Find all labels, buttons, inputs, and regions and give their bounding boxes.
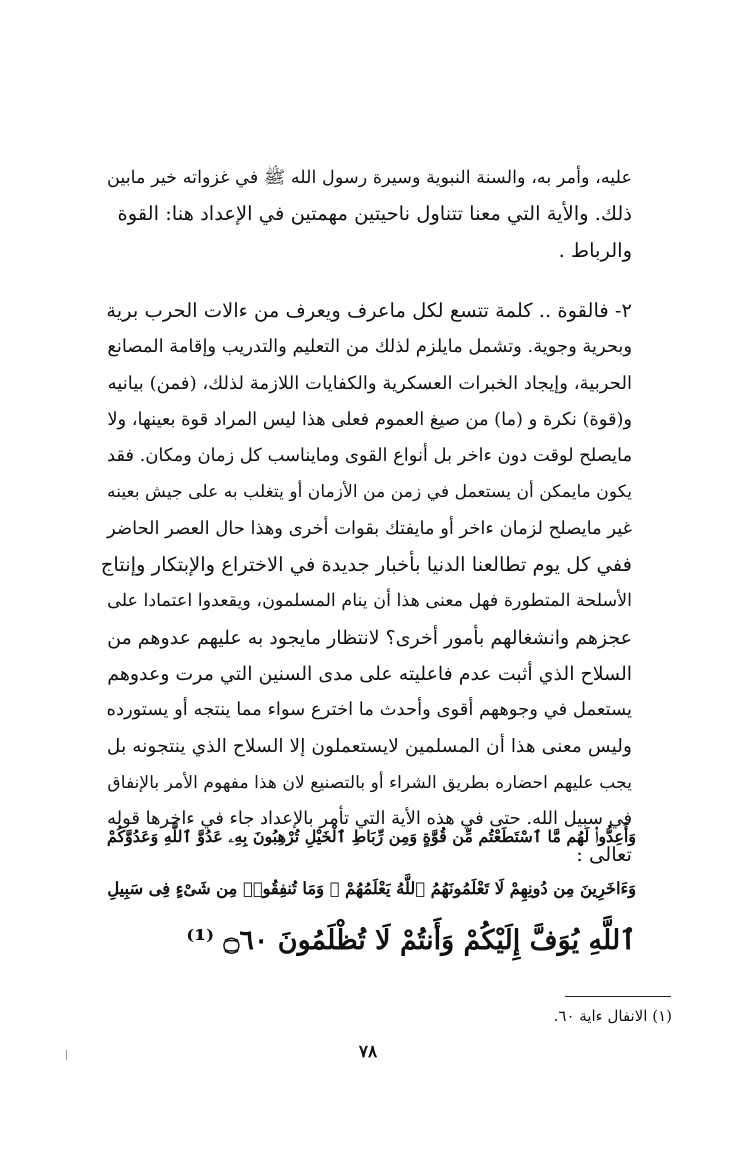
quran-verse [96,811,636,967]
text-line: السلاح الذي أثبت عدم فاعليته على مدى السنين التي مرت وعدوهم [107,662,632,685]
margin-mark [66,1050,67,1060]
footnote: (١) الانفال ءاية ٦٠. [553,1007,672,1025]
text-line: ذلك. والأية التي معنا تتناول ناحيتين مهمتين في الإعداد هنا: القوة [117,202,632,226]
text-line: ففي كل يوم تطالعنا الدنيا بأخبار جديدة في الاختراع والإبتكار وإنتاج [100,553,632,577]
text-line: عجزهم وانشغالهم بأمور أخرى؟ لانتظار مايجود به عليهم عدوهم من [107,626,632,649]
text-line: يستعمل في وجوههم أقوى وأحدث ما اخترع سواء مما ينتجه أو يستورده [106,699,632,721]
strength-paragraph [96,293,632,874]
text-line: مايصلح لوقت دون ءاخر بل أنواع القوى ومايناسب كل زمان ومكان. فقد [107,445,632,467]
text-line: يجب عليهم احضاره بطريق الشراء أو بالتصنيع لان هذا مفهوم الأمر بالإنفاق [107,772,632,793]
text-line: يكون مايمكن أن يستعمل في زمن من الأزمان أو يتغلب به على جيش بعينه [107,482,632,503]
verse-line: وَأَعِدُّوا۟ لَهُم مَّا ٱسْتَطَعْتُم مِّن قُوَّةٍ وَمِن رِّبَاطِ ٱلْخَيْلِ تُرْهِبُونَ بِهِۦ عَدُوَّ ٱللَّهِ وَعَدُوَّكُمْ [106,827,636,846]
text-line: عليه، وأمر به، والسنة النبوية وسيرة رسول الله ﷺ في غزواته خير مابين [106,168,632,188]
text-line: وليس معنى هذا أن المسلمين لايستعملون إلا السلاح الذي ينتجونه بل [106,735,632,757]
verse-line: وَءَاخَرِينَ مِن دُونِهِمْ لَا تَعْلَمُونَهُمُ ٱللَّهُ يَعْلَمُهُمْ ۚ وَمَا تُنفِقُوا۟ مِن شَىْءٍ فِى سَبِيلِ [107,879,636,898]
footnote-divider [565,996,671,997]
text-line: الحربية، وإيجاد الخبرات العسكرية والكفايات اللازمة لذلك، (فمن) بيانيه [107,372,632,394]
text-line: وبحرية وجوية. وتشمل مايلزم لذلك من التعليم والتدريب وإقامة المصانع [107,336,632,358]
text-line: تعالى : [576,843,632,867]
text-line: والرباط . [558,238,632,262]
verse-line: ٱللَّهِ يُوَفَّ إِلَيْكُمْ وَأَنتُمْ لَا تُظْلَمُونَ ۝٦٠ ⁽¹⁾ [186,925,636,956]
page-number: ٧٨ [358,1042,378,1062]
intro-paragraph [96,160,632,269]
text-line: الأسلحة المتطورة فهل معنى هذا أن ينام المسلمون، ويقعدوا اعتمادا على [107,591,632,612]
text-line: في سبيل الله. حتى في هذه الأية التي تأمر بالإعداد جاء في ءاخرها قوله [107,808,632,830]
text-line: غير مايصلح لزمان ءاخر أو مايفتك بقوات أخرى وهذا حال العصر الحاضر [107,517,632,539]
text-line: ٢- فالقوة .. كلمة تتسع لكل ماعرف ويعرف من ءالات الحرب برية [106,299,632,322]
text-line: و(قوة) نكرة و (ما) من صيغ العموم فعلى هذا ليس المراد قوة بعينها، ولا [107,408,632,430]
